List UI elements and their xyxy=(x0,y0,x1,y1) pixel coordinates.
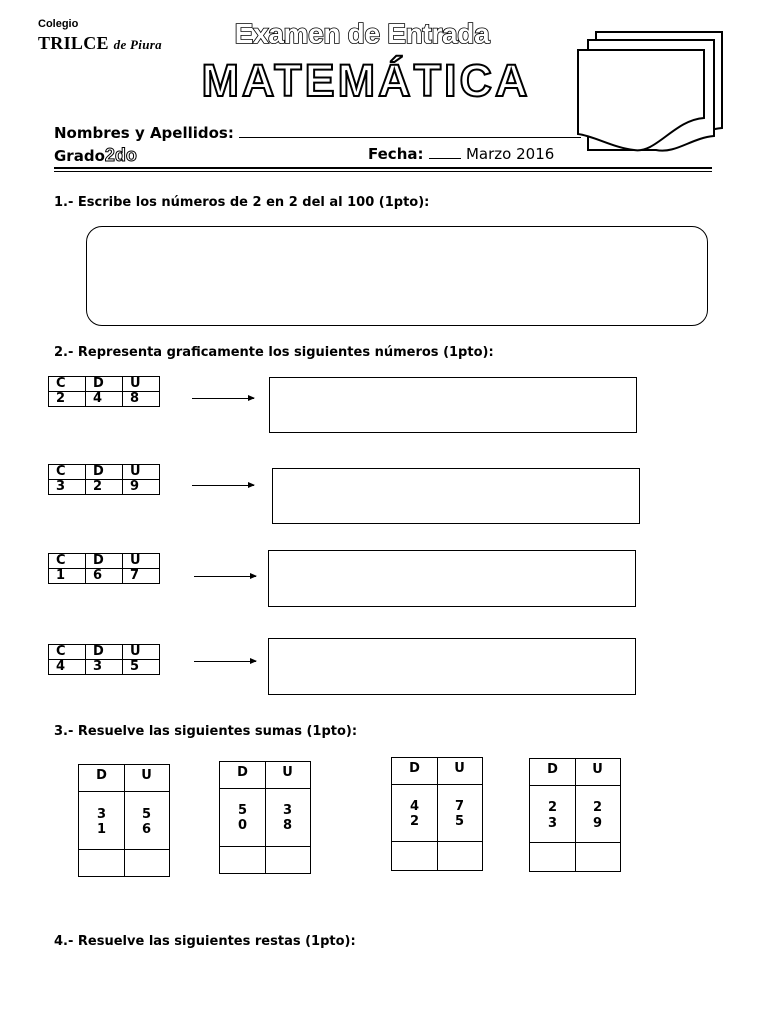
sum-result-line xyxy=(79,849,169,850)
digit-c: 1 xyxy=(49,569,86,584)
answer-box-q1[interactable] xyxy=(86,226,708,326)
sum-header-d: D xyxy=(409,761,420,776)
school-city: de Piura xyxy=(113,37,162,52)
place-value-table xyxy=(48,376,160,407)
sum-header-u: U xyxy=(592,762,603,777)
name-field xyxy=(54,123,581,142)
digit-u: 8 xyxy=(123,392,160,407)
digit-u: 5 xyxy=(123,660,160,675)
sum-digit: 5 xyxy=(237,803,248,818)
date-value: Marzo 2016 xyxy=(465,145,555,163)
date-blank[interactable] xyxy=(429,146,461,159)
sum-digit: 8 xyxy=(282,818,293,833)
arrow-icon xyxy=(192,398,254,399)
sum-digit: 7 xyxy=(454,799,465,814)
grade-field xyxy=(54,145,137,166)
sum-box xyxy=(78,764,170,877)
sum-header-d: D xyxy=(96,768,107,783)
header-u: U xyxy=(123,645,160,660)
sum-digit: 1 xyxy=(96,822,107,837)
header-rule-thin xyxy=(54,171,712,172)
sum-digit: 6 xyxy=(141,822,152,837)
sum-digit: 9 xyxy=(592,816,603,831)
answer-box-q2[interactable] xyxy=(269,377,637,433)
question-4: 4.- Resuelve las siguientes restas (1pto): xyxy=(54,934,356,949)
header-c: C xyxy=(49,554,86,569)
paper-stack-icon xyxy=(574,28,726,153)
name-label: Nombres y Apellidos: xyxy=(54,124,234,142)
digit-c: 3 xyxy=(49,480,86,495)
school-logo-small: Colegio xyxy=(38,18,79,30)
sum-digit: 2 xyxy=(592,800,603,815)
digit-u: 7 xyxy=(123,569,160,584)
arrow-icon xyxy=(194,661,256,662)
answer-box-q2[interactable] xyxy=(272,468,640,524)
question-3: 3.- Resuelve las siguientes sumas (1pto): xyxy=(54,724,358,739)
answer-box-q2[interactable] xyxy=(268,550,636,607)
school-name: TRILCE xyxy=(38,33,109,53)
place-value-table xyxy=(48,553,160,584)
grade-label: Grado xyxy=(54,147,105,165)
exam-title: Examen de Entrada xyxy=(234,18,490,49)
digit-d: 2 xyxy=(86,480,123,495)
arrow-icon xyxy=(194,576,256,577)
sum-box xyxy=(219,761,311,874)
sum-header-u: U xyxy=(141,768,152,783)
digit-d: 4 xyxy=(86,392,123,407)
sum-digit: 4 xyxy=(409,799,420,814)
sum-digit: 5 xyxy=(454,814,465,829)
sum-digit: 3 xyxy=(96,807,107,822)
header-c: C xyxy=(49,465,86,480)
sum-box xyxy=(529,758,621,872)
date-label: Fecha: xyxy=(368,145,424,163)
digit-d: 3 xyxy=(86,660,123,675)
sum-digit: 2 xyxy=(409,814,420,829)
question-2: 2.- Representa graficamente los siguientes números (1pto): xyxy=(54,345,494,360)
sum-result-line xyxy=(220,846,310,847)
sum-box xyxy=(391,757,483,871)
arrow-icon xyxy=(192,485,254,486)
digit-u: 9 xyxy=(123,480,160,495)
sum-header-d: D xyxy=(547,762,558,777)
sum-header-u: U xyxy=(282,765,293,780)
header-d: D xyxy=(86,554,123,569)
sum-digit: 0 xyxy=(237,818,248,833)
header-d: D xyxy=(86,377,123,392)
header-c: C xyxy=(49,377,86,392)
sum-header-u: U xyxy=(454,761,465,776)
digit-d: 6 xyxy=(86,569,123,584)
place-value-table xyxy=(48,644,160,675)
answer-box-q2[interactable] xyxy=(268,638,636,695)
header-c: C xyxy=(49,645,86,660)
sum-result-line xyxy=(392,841,482,842)
header-u: U xyxy=(123,377,160,392)
sum-digit: 2 xyxy=(547,800,558,815)
header-u: U xyxy=(123,465,160,480)
subject-title: MATEMÁTICA xyxy=(201,55,531,106)
sum-digit: 3 xyxy=(547,816,558,831)
header-d: D xyxy=(86,465,123,480)
digit-c: 4 xyxy=(49,660,86,675)
grade-value: 2do xyxy=(104,145,137,165)
name-blank[interactable] xyxy=(239,123,581,138)
header-u: U xyxy=(123,554,160,569)
digit-c: 2 xyxy=(49,392,86,407)
sum-header-d: D xyxy=(237,765,248,780)
sum-digit: 5 xyxy=(141,807,152,822)
date-field xyxy=(368,145,554,163)
sum-result-line xyxy=(530,842,620,843)
place-value-table xyxy=(48,464,160,495)
question-1: 1.- Escribe los números de 2 en 2 del al 100 (1pto): xyxy=(54,195,430,210)
header-d: D xyxy=(86,645,123,660)
sum-digit: 3 xyxy=(282,803,293,818)
header-rule xyxy=(54,167,712,169)
